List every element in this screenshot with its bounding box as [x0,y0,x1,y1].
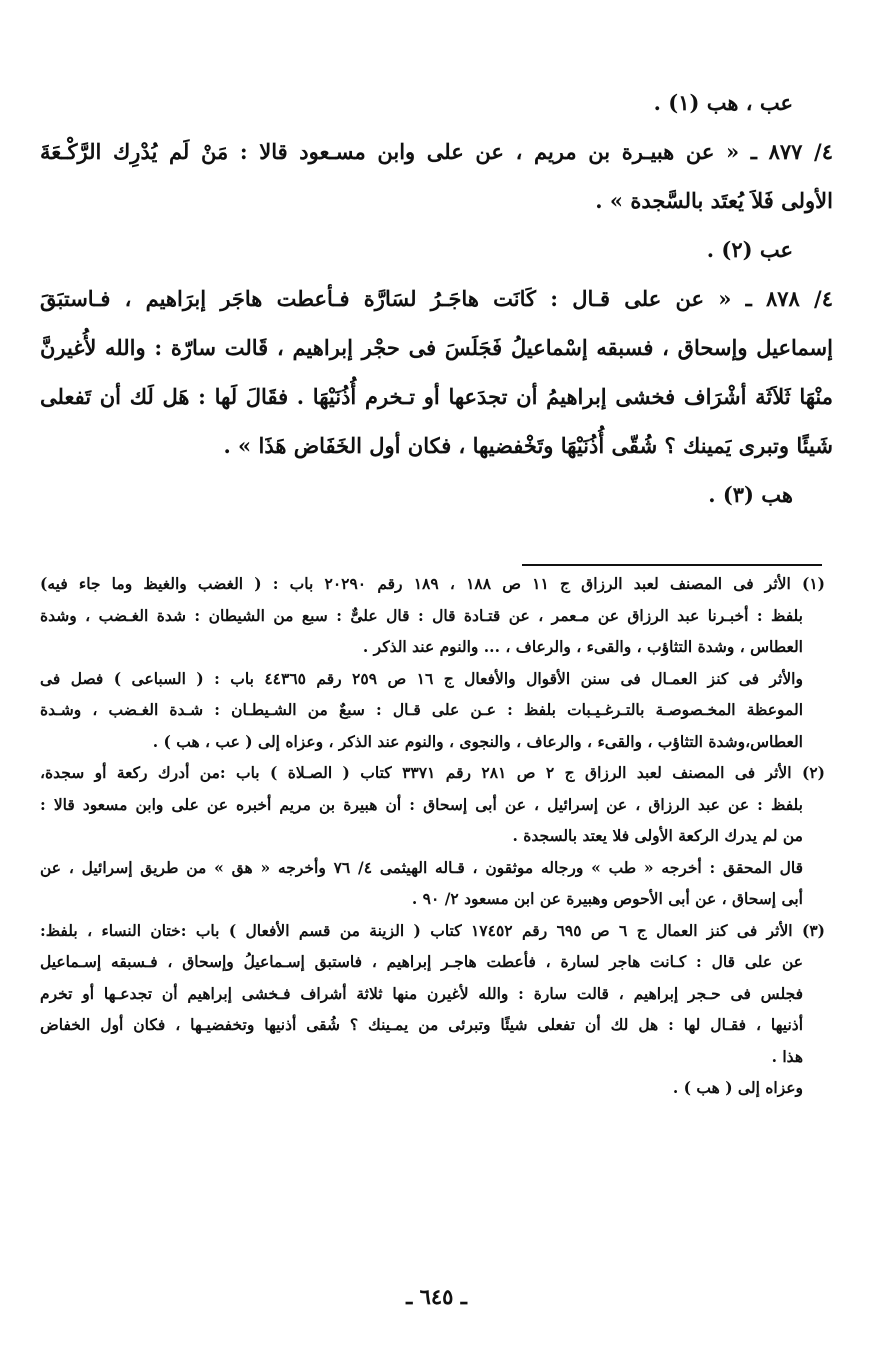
footnote-3-line: فجلس فى حـجر إبراهيم ، قالت سارة : والله لأغيرن منها ثلاثة أشراف فـخشى إبراهيم أن تجدعـها أو تخرم [40,983,803,1003]
hadith-878-line-2: إسماعيل وإسحاق ، فسبقه إسْماعيلُ فَجَلَسَ فى حجْر إبراهيم ، قَالت سارّة : والله لأُغيرنَّ [40,335,833,360]
footnote-3-line: (٣) الأثر فى كنز العمال ج ٦ ص ٦٩٥ رقم ١٧٤٥٢ كتاب ( الزينة من قسم الأفعال ) باب :ختان النساء ، بلفظ: [40,920,825,940]
source-reference-3: هب (٣) . [708,482,793,507]
hadith-878-line-4: شَيئًا وتبرى يَمينك ؟ شُقّى أُذُنَيْهَا وتَخْفضيها ، فكان أول الخَفَاض هَذَا » . [223,433,833,458]
footnote-3-line: هذا . [771,1046,803,1066]
hadith-878-line-3: منْهَا ثَلاَثَة أشْرَاف فخشى إبراهيمُ أن تجدَعها أو تـخرم أُذُنَيْهَا . فقَالَ لَها : هَل لَك أن تَفعلى [40,384,833,409]
hadith-877-line-2: الأولى فَلاَ يُعتَد بالسَّجدة » . [595,188,833,213]
footnote-1-line: العطاس ، وشدة التثاؤب ، والقىء ، والرعاف ، ... والنوم عند الذكر . [362,637,803,656]
hadith-877-line-1: ٤/ ٨٧٧ ـ « عن هبيـرة بن مريم ، عن على وابن مسـعود قالا : مَنْ لَم يُدْرِك الرَّكْـعَةَ [40,139,834,164]
footnote-1-line: والأثر فى كنز العمـال فى سنن الأقوال والأفعال ج ١٦ ص ٢٥٩ رقم ٤٤٣٦٥ باب : ( السباعى ) فصل فى [40,668,803,688]
footnote-3-line: أذنيها ، فقـال لها : هل لك أن تفعلى شيئًا وتبرئى من يمـينك ؟ شُقى أذنيها وتخفضيـها ، فكان أول الخفاض [40,1015,803,1034]
page-number: ـ ٦٤٥ ـ [406,1284,467,1309]
footnote-1-line: بلفظ : أخبـرنا عبد الرزاق عن مـعمر ، عن قتـادة قال : قال علىٌّ : سبع من الشيطان : شدة الغـضب ، وشدة [40,605,803,625]
footnote-2-line: بلفظ : عن عبد الرزاق ، عن إسرائيل ، عن أبى إسحاق : أن هبيرة بن مريم أخبره عن على وابن مسعود قالا : [40,794,803,814]
footnote-1-line: الموعظة المخـصوصـة بالتـرغـيـبات بلفظ : عـن على قـال : سبعٌ من الشـيطـان : شـدة الغـضب ، وشـدة [40,700,803,719]
footnote-2-line: قال المحقق : أخرجه « طب » ورجاله موثقون ، قـاله الهيثمى ٤/ ٧٦ وأخرجه « هق » من طريق إسرائيل ، عن [40,857,804,877]
footnote-2-line: من لم يدرك الركعة الأولى فلا يعتد بالسجدة . [512,826,803,845]
footnote-1-line: العطاس،وشدة التثاؤب ، والقىء ، والرعاف ، والنجوى ، والنوم عند الذكر ، وعزاه إلى ( عب ، هب ) . [152,731,803,751]
footnote-separator [522,564,822,566]
source-reference-2: عب (٢) . [706,237,793,262]
footnote-2-line: (٢) الأثر فى المصنف لعبد الرزاق ج ٢ ص ٢٨١ رقم ٣٣٧١ كتاب ( الصـلاة ) باب :من أدرك ركعة أو سجدة، [40,763,825,782]
main-text [40,78,833,519]
footnote-2-line: أبى إسحاق ، عن أبى الأحوص وهبيرة عن ابن مسعود ٢/ ٩٠ . [411,889,803,908]
hadith-878-line-1: ٤/ ٨٧٨ ـ « عن على قـال : كَانَت هاجَـرُ لسَارَّة فـأعطت هاجَر إبرَاهيم ، فـاستبَقَ [40,286,834,311]
footnote-1-line: (١) الأثر فى المصنف لعبد الرزاق ج ١١ ص ١٨٨ ، ١٨٩ رقم ٢٠٢٩٠ باب : ( الغضب والغيظ وما جاء فيه) [40,574,825,593]
footnote-3-line: وعزاه إلى ( هب ) . [672,1078,803,1097]
footnote-3-line: عن على قال : كـانت هاجر لسارة ، فأعطت هاجـر إبراهيم ، فاستبق إسـماعيلُ وإسحاق ، فـسبقه إسـماعيل [40,952,803,971]
source-reference-1: عب ، هب (١) . [653,90,793,115]
footnotes [40,568,825,1104]
